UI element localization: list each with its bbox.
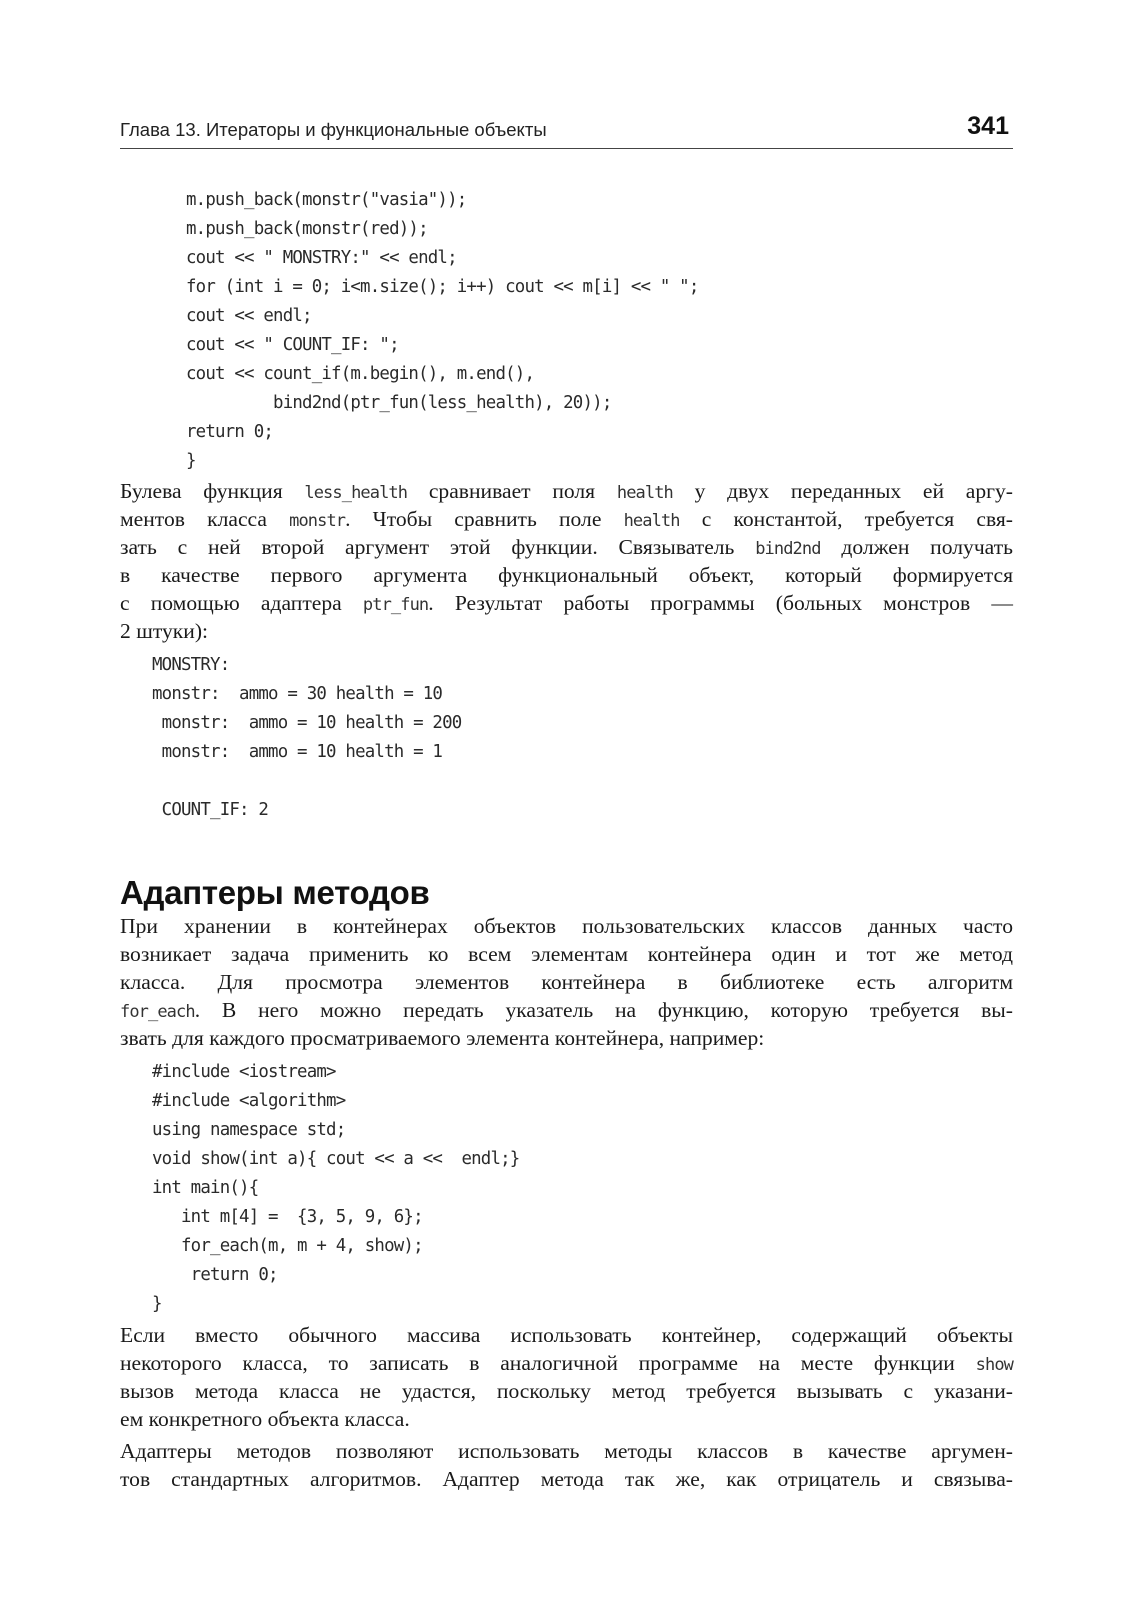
text-line: При хранении в контейнерах объектов пользовательских классов данных часто bbox=[120, 914, 1013, 938]
page-header bbox=[120, 112, 1013, 149]
page-number: 341 bbox=[967, 112, 1009, 140]
text-line: Адаптеры методов позволяют использовать методы классов в качестве аргумен- bbox=[120, 1439, 1013, 1463]
text-line: звать для каждого просматриваемого элемента контейнера, например: bbox=[120, 1026, 765, 1050]
code-line: } bbox=[152, 1294, 162, 1314]
inline-code: ptr_fun bbox=[362, 595, 429, 615]
output-line bbox=[152, 767, 461, 796]
inline-code: for_each bbox=[120, 1002, 195, 1022]
inline-code: health bbox=[623, 511, 680, 531]
output-line: MONSTRY: bbox=[152, 655, 230, 675]
text-line: класса. Для просмотра элементов контейнера в библиотеке есть алгоритм bbox=[120, 970, 1013, 994]
code-line: int m[4] = {3, 5, 9, 6}; bbox=[152, 1207, 423, 1227]
paragraph-container-objects bbox=[120, 1321, 1013, 1433]
code-line: #include <iostream> bbox=[152, 1062, 336, 1082]
code-line: cout << " COUNT_IF: "; bbox=[186, 335, 399, 355]
text-line: возникает задача применить ко всем элементам контейнера один и тот же метод bbox=[120, 942, 1013, 966]
text-line: Если вместо обычного массива использовать контейнер, содержащий объекты bbox=[120, 1323, 1013, 1347]
code-line: for (int i = 0; i<m.size(); i++) cout << m[i] << " "; bbox=[186, 277, 699, 297]
code-block-program-end bbox=[186, 186, 699, 476]
inline-code: monstr bbox=[289, 511, 346, 531]
inline-code: show bbox=[975, 1355, 1013, 1375]
text-line: вызов метода класса не удастся, поскольку метод требуется вызывать с указани- bbox=[120, 1379, 1013, 1403]
text-line: в качестве первого аргумента функциональный объект, который формируется bbox=[120, 563, 1013, 587]
inline-code: bind2nd bbox=[755, 539, 821, 559]
text-line: Булева функция less_health сравнивает поля health у двух переданных ей аргу- bbox=[120, 479, 1013, 503]
code-line: #include <algorithm> bbox=[152, 1091, 346, 1111]
inline-code: health bbox=[616, 483, 673, 503]
code-block-for-each-example bbox=[152, 1058, 519, 1319]
paragraph-for-each bbox=[120, 912, 1013, 1052]
code-line: cout << count_if(m.begin(), m.end(), bbox=[186, 364, 535, 384]
text-line: зать с ней второй аргумент этой функции. Связыватель bind2nd должен получать bbox=[120, 535, 1013, 559]
code-line: m.push_back(monstr("vasia")); bbox=[186, 190, 467, 210]
output-line: monstr: ammo = 30 health = 10 bbox=[152, 684, 443, 704]
output-line: COUNT_IF: 2 bbox=[152, 800, 269, 820]
code-line: cout << " MONSTRY:" << endl; bbox=[186, 248, 457, 268]
output-line: monstr: ammo = 10 health = 1 bbox=[152, 742, 443, 762]
program-output-block bbox=[152, 651, 461, 825]
inline-code: less_health bbox=[304, 483, 408, 503]
paragraph-less-health bbox=[120, 477, 1013, 645]
text-line: 2 штуки): bbox=[120, 619, 209, 643]
code-line: bind2nd(ptr_fun(less_health), 20)); bbox=[186, 393, 612, 413]
section-title: Адаптеры методов bbox=[120, 874, 430, 911]
paragraph-method-adapters bbox=[120, 1437, 1013, 1493]
code-line: for_each(m, m + 4, show); bbox=[152, 1236, 423, 1256]
code-line: return 0; bbox=[186, 422, 274, 442]
text-line: ем конкретного объекта класса. bbox=[120, 1407, 410, 1431]
text-line: некоторого класса, то записать в аналогичной программе на месте функции show bbox=[120, 1351, 1013, 1375]
output-line: monstr: ammo = 10 health = 200 bbox=[152, 713, 462, 733]
code-line: } bbox=[186, 451, 196, 471]
text-line: с помощью адаптера ptr_fun. Результат работы программы (больных монстров — bbox=[120, 591, 1013, 615]
code-line: int main(){ bbox=[152, 1178, 259, 1198]
code-line: return 0; bbox=[152, 1265, 278, 1285]
code-line: cout << endl; bbox=[186, 306, 312, 326]
text-line: тов стандартных алгоритмов. Адаптер метода так же, как отрицатель и связыва- bbox=[120, 1467, 1013, 1491]
code-line: m.push_back(monstr(red)); bbox=[186, 219, 428, 239]
text-line: for_each. В него можно передать указатель на функцию, которую требуется вы- bbox=[120, 998, 1013, 1022]
running-head: Глава 13. Итераторы и функциональные объекты bbox=[120, 119, 547, 140]
code-line: using namespace std; bbox=[152, 1120, 346, 1140]
code-line: void show(int a){ cout << a << endl;} bbox=[152, 1149, 520, 1169]
text-line: ментов класса monstr. Чтобы сравнить поле health с константой, требуется свя- bbox=[120, 507, 1013, 531]
